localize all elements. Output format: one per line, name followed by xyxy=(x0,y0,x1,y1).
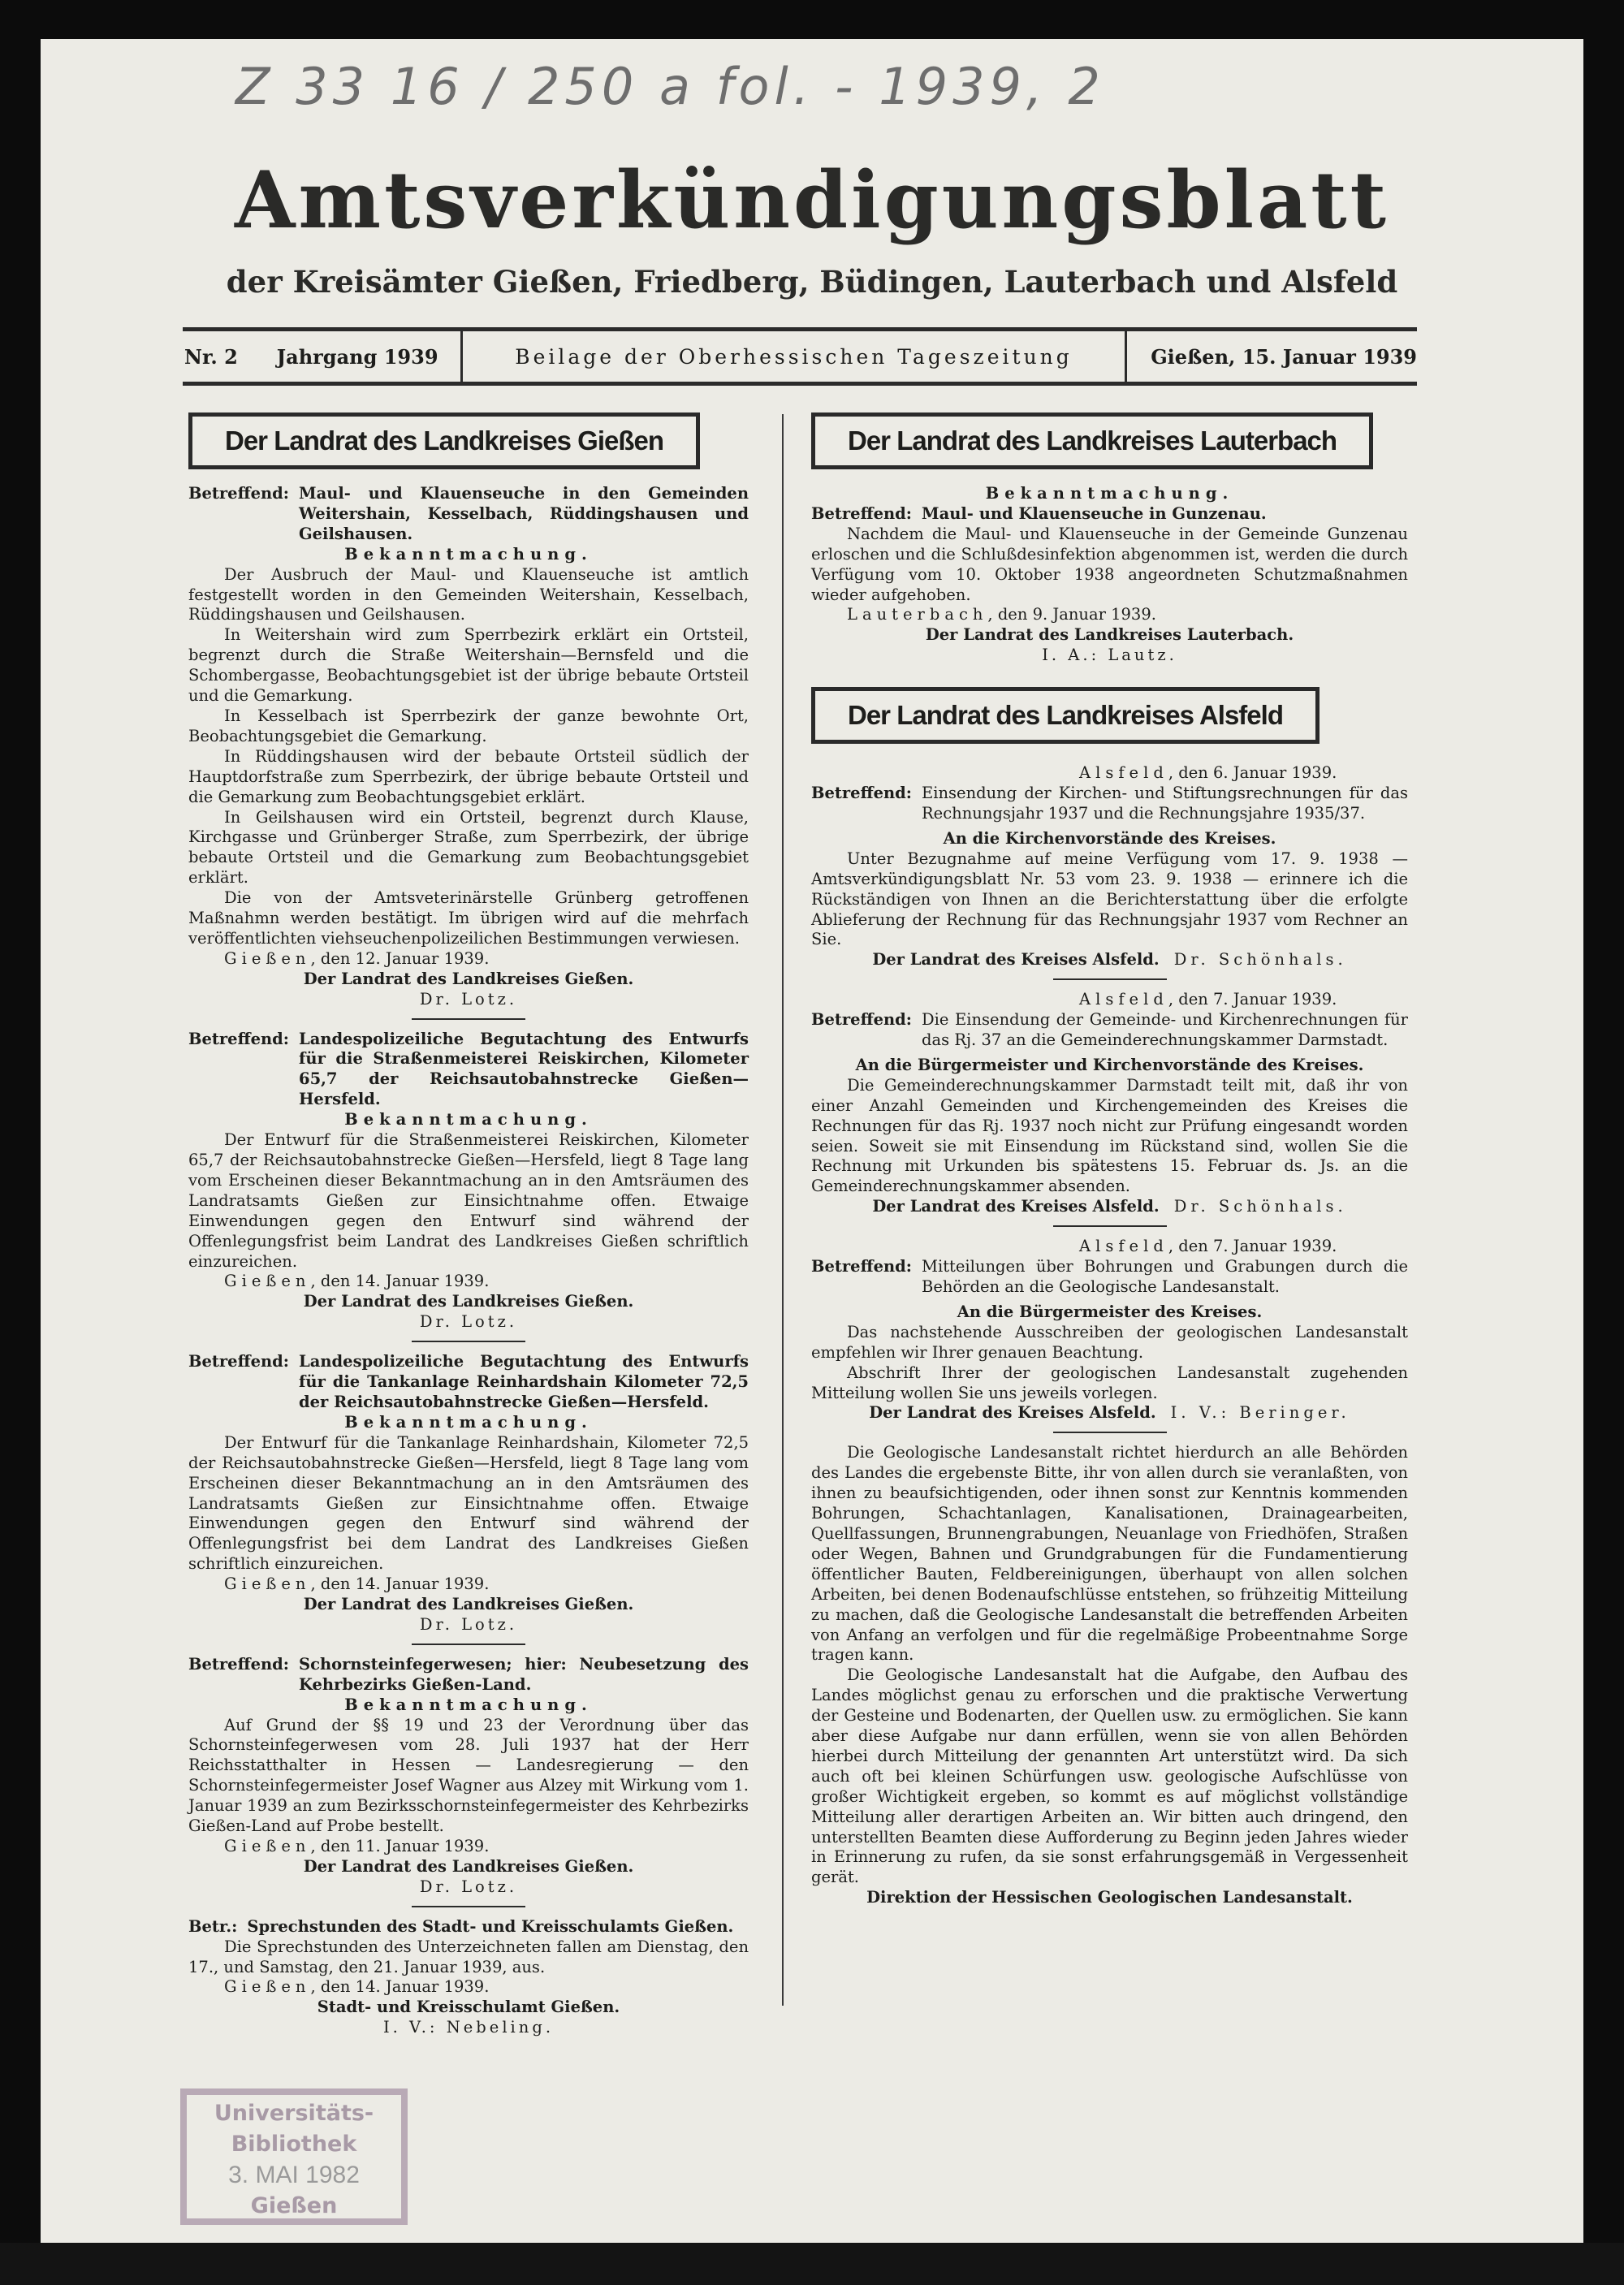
paragraph: Die Geologische Landesanstalt hat die Aufgabe, den Aufbau des Landes möglichst genau zu erforschen und die praktische Verwertung der Gesteine und Bodenarten, der Quellen usw. zu ermöglichen. Sie kann aber diese Aufgabe nur dann erfüllen, wenn sie von allen Behörden hierbei durch Mitteilung der genannten Art unterstützt wird. Da sich auch oft bei kleinen Schürfungen usw. geologische Aufschlüsse von großer Wichtigkeit ergeben, so kommt es auf möglichst vollständige Mitteilung aller derartigen Arbeiten an. Wir bitten auch dringend, den unterstellten Beamten diese Aufforderung zu Beginn jeden Jahres wieder in Erinnerung zu rufen, da sie sonst erfahrungsgemäß in Vergessenheit gerät. xyxy=(811,1665,1408,1887)
section-box-wrap xyxy=(811,413,1408,484)
subject-label: Betreffend: xyxy=(811,1257,912,1276)
signature-name: Dr. Schönhals. xyxy=(1173,1197,1347,1216)
date-text: , den 14. Januar 1939. xyxy=(310,1574,490,1594)
subject-label: Betreffend: xyxy=(188,1029,289,1048)
signature-name: I. A.: Lautz. xyxy=(1042,646,1177,665)
subject-text: Sprechstunden des Stadt- und Kreisschulamts Gießen. xyxy=(247,1916,734,1936)
date-text: , den 7. Januar 1939. xyxy=(1168,990,1337,1009)
stamp-date: 3. MAI 1982 xyxy=(228,2162,360,2188)
masthead-title: Amtsverkündigungsblatt xyxy=(235,154,1389,246)
paragraph: Nachdem die Maul- und Klauenseuche in der Gemeinde Gunzenau erloschen und die Schlußdesinfektion abgenommen ist, werden die durch Verfügung vom 10. Oktober 1938 angeordneten Schutzmaßnahmen wieder aufgehoben. xyxy=(811,524,1408,604)
signature-authority: Der Landrat des Landkreises Gießen. xyxy=(303,969,634,988)
subject-text: Die Einsendung der Gemeinde- und Kirchenrechnungen für das Rj. 37 an die Gemeinderechnungskammer Darmstadt. xyxy=(922,1010,1408,1050)
subject-text: Maul- und Klauenseuche in Gunzenau. xyxy=(922,503,1267,523)
date-line xyxy=(811,990,1408,1010)
library-stamp xyxy=(180,2088,408,2225)
subject-line xyxy=(811,784,1408,824)
signature-authority: Der Landrat des Kreises Alsfeld. xyxy=(869,1403,1156,1423)
left-column xyxy=(188,413,749,2038)
addressee-line: An die Kirchenvorstände des Kreises. xyxy=(943,828,1276,848)
separator-rule xyxy=(412,1906,525,1907)
date-line xyxy=(188,1977,749,1998)
date-text: , den 12. Januar 1939. xyxy=(310,948,490,968)
supplement-note: Beilage der Oberhessischen Tageszeitung xyxy=(463,331,1127,382)
signature-name: Dr. Lotz. xyxy=(419,1614,518,1634)
paragraph: Die Sprechstunden des Unterzeichneten fallen am Dienstag, den 17., und Samstag, den 21. Januar 1939, aus. xyxy=(188,1937,749,1976)
signature-name: I. V.: Nebeling. xyxy=(382,2018,555,2037)
date-line xyxy=(811,1237,1408,1257)
subject-line xyxy=(188,1655,749,1695)
paragraph: Die Geologische Landesanstalt richtet hierdurch an alle Behörden des Landes die ergebenste Bitte, ihr von allen durch sie veranlaßten, von ihnen zu beaufsichtigenden, oder ihnen sonst zur Kenntnis kommenden Bohrungen, Schachtanlagen, Kanalisationen, Drainagearbeiten, Quellfassungen, Brunnengrabungen, Neuanlage von Friedhöfen, Straßen oder Wegen, Bahnen und Grundgrabungen für die Fundamentierung öffentlicher Bauten, Feldbereinigungen, überhaupt von allen solchen Arbeiten, bei denen Bodenaufschlüsse entstehen, so frühzeitig Mitteilung zu machen, daß die Geologische Landesanstalt die betreffenden Arbeiten von Anfang an verfolgen und für die regelmäßige Probeentnahme Sorge tragen kann. xyxy=(811,1443,1408,1665)
paragraph: Die Gemeinderechnungskammer Darmstadt teilt mit, daß ihr von einer Anzahl Gemeinden und Kirchengemeinden des Kreises die Rechnungen für das Rj. 1937 noch nicht zur Prüfung eingesandt worden seien. Soweit sie mit Einsendung im Rückstand sind, wollen Sie die Rechnung mit Urkunden bis spätestens 15. Februar ds. Js. an die Gemeinderechnungskammer absenden. xyxy=(811,1075,1408,1196)
date-place: Gießen xyxy=(224,1977,311,1997)
subject-text: Maul- und Klauenseuche in den Gemeinden Weitershain, Kesselbach, Rüddingshausen und Geilshausen. xyxy=(299,484,749,543)
date-text: , den 7. Januar 1939. xyxy=(1168,1237,1337,1256)
subject-line xyxy=(188,1352,749,1413)
section-box-wrap xyxy=(811,687,1408,758)
notice-heading: Bekanntmachung. xyxy=(344,1412,593,1432)
paragraph: In Rüddingshausen wird der bebaute Ortsteil südlich der Hauptdorfstraße zum Sperrbezirk, der übrige bebaute Ortsteil und die Gemarkung zum Beobachtungsgebiet erklärt. xyxy=(188,746,749,806)
section-header-box: Der Landrat des Landkreises Gießen xyxy=(188,413,700,469)
signature-authority: Der Landrat des Landkreises Gießen. xyxy=(303,1595,634,1614)
date-place: Alsfeld xyxy=(1079,1237,1168,1256)
paragraph: In Geilshausen wird ein Ortsteil, begrenzt durch Klause, Kirchgasse und Grünberger Straße, zum Sperrbezirk, der übrige bebaute Ortsteil und die Gemarkung zum Beobachtungsgebiet erklärt. xyxy=(188,807,749,888)
section-box-wrap xyxy=(188,413,749,484)
signature-authority: Der Landrat des Kreises Alsfeld. xyxy=(872,1197,1160,1216)
date-place: Lauterbach xyxy=(847,605,988,624)
addressee-line: An die Bürgermeister und Kirchenvorstände des Kreises. xyxy=(855,1055,1364,1074)
spacer xyxy=(811,666,1408,687)
subject-line xyxy=(188,484,749,545)
subject-line xyxy=(811,504,1408,525)
subject-line xyxy=(188,1030,749,1111)
paragraph: Der Ausbruch der Maul- und Klauenseuche ist amtlich festgestellt worden in den Gemeinden Weitershain, Kesselbach, Rüddingshausen und Geilshausen. xyxy=(188,564,749,624)
paragraph: Die von der Amtsveterinärstelle Grünberg getroffenen Maßnahmn werden bestätigt. Im übrigen wird auf die mehrfach veröffentlichten viehseuchenpolizeilichen Bestimmungen verwiesen. xyxy=(188,888,749,948)
date-place: Alsfeld xyxy=(1079,990,1168,1009)
section-header-box: Der Landrat des Landkreises Alsfeld xyxy=(811,687,1320,744)
notice-heading: Bekanntmachung. xyxy=(344,1110,593,1130)
date-text: , den 9. Januar 1939. xyxy=(987,605,1156,624)
date-text: , den 14. Januar 1939. xyxy=(310,1977,490,1997)
scan-border xyxy=(0,2243,1624,2285)
signature-authority: Der Landrat des Landkreises Lauterbach. xyxy=(925,625,1294,645)
signature-line xyxy=(811,950,1408,970)
issue-info-band xyxy=(183,327,1417,386)
subject-label: Betreffend: xyxy=(188,484,289,503)
paragraph: Abschrift Ihrer der geologischen Landesanstalt zugehenden Mitteilung wollen Sie uns jeweils vorlegen. xyxy=(811,1363,1408,1402)
paragraph: Der Entwurf für die Tankanlage Reinhardshain, Kilometer 72,5 der Reichsautobahnstrecke Gießen—Hersfeld, liegt 8 Tage lang vom Erscheinen dieser Bekanntmachung an in den Amtsräumen des Landratsamts Gießen zur Einsichtnahme offen. Etwaige Einwendungen gegen den Entwurf sind während der Offenlegungsfrist bei dem Landrat des Landkreises Gießen schriftlich einzureichen. xyxy=(188,1432,749,1574)
notice-heading: Bekanntmachung. xyxy=(985,484,1234,503)
section-header-box: Der Landrat des Landkreises Lauterbach xyxy=(811,413,1373,469)
signature-authority: Der Landrat des Landkreises Gießen. xyxy=(303,1856,634,1876)
paragraph: In Kesselbach ist Sperrbezirk der ganze bewohnte Ort, Beobachtungsgebiet die Gemarkung. xyxy=(188,706,749,745)
date-place: Gießen xyxy=(224,1837,311,1855)
signature-authority: Direktion der Hessischen Geologischen Landesanstalt. xyxy=(866,1888,1353,1907)
paragraph: Auf Grund der §§ 19 und 23 der Verordnung über das Schornsteinfegerwesen vom 28. Juli 1937 hat der Herr Reichsstatthalter in Hessen — Landesregierung — den Schornsteinfegermeister Josef Wagner aus Alzey mit Wirkung vom 1. Januar 1939 an zum Bezirksschornsteinfegermeister des Kehrbezirks Gießen-Land auf Probe bestellt. xyxy=(188,1715,749,1836)
subject-text: Einsendung der Kirchen- und Stiftungsrechnungen für das Rechnungsjahr 1937 und die Rechnungsjahre 1935/37. xyxy=(922,784,1408,823)
date-text: , den 14. Januar 1939. xyxy=(310,1272,490,1291)
handwritten-archive-note: Z 33 16 / 250 a fol. - 1939, 2 xyxy=(235,57,1105,116)
notice-heading: Bekanntmachung. xyxy=(344,544,593,564)
separator-rule xyxy=(1053,1225,1167,1227)
signature-line xyxy=(811,1403,1408,1423)
date-text: , den 6. Januar 1939. xyxy=(1168,763,1337,783)
paragraph: Das nachstehende Ausschreiben der geologischen Landesanstalt empfehlen wir Ihrer genauen Beachtung. xyxy=(811,1322,1408,1362)
masthead-subtitle: der Kreisämter Gießen, Friedberg, Büdingen, Lauterbach und Alsfeld xyxy=(226,264,1398,300)
column-divider xyxy=(782,414,784,2006)
addressee-line: An die Bürgermeister des Kreises. xyxy=(957,1302,1263,1321)
subject-label: Betreffend: xyxy=(811,503,912,523)
stamp-city: Gießen xyxy=(250,2193,338,2218)
subject-label: Betreffend: xyxy=(811,1010,912,1030)
date-line xyxy=(188,1574,749,1595)
signature-authority: Der Landrat des Kreises Alsfeld. xyxy=(872,950,1160,970)
volume-year: Jahrgang 1939 xyxy=(276,344,438,369)
separator-rule xyxy=(412,1018,525,1020)
signature-authority: Der Landrat des Landkreises Gießen. xyxy=(303,1292,634,1311)
separator-rule xyxy=(1053,978,1167,980)
stamp-line2: Bibliothek xyxy=(231,2132,357,2157)
separator-rule xyxy=(412,1644,525,1645)
subject-text: Mitteilungen über Bohrungen und Grabungen durch die Behörden an die Geologische Landesanstalt. xyxy=(922,1257,1408,1296)
subject-line xyxy=(188,1917,749,1937)
subject-line xyxy=(811,1010,1408,1051)
right-column xyxy=(811,413,1408,1908)
date-line xyxy=(188,949,749,970)
stamp-line1: Universitäts- xyxy=(214,2101,374,2126)
subject-text: Schornsteinfegerwesen; hier: Neubesetzung des Kehrbezirks Gießen-Land. xyxy=(299,1654,749,1694)
date-place: Alsfeld xyxy=(1079,763,1168,783)
signature-name: I. V.: Beringer. xyxy=(1170,1403,1350,1423)
subject-text: Landespolizeiliche Begutachtung des Entwurfs für die Straßenmeisterei Reiskirchen, Kilometer 65,7 der Reichsautobahnstrecke Gießen—Hersfeld. xyxy=(299,1029,749,1109)
issue-number: Nr. 2 xyxy=(184,344,238,369)
separator-rule xyxy=(412,1341,525,1342)
separator-rule xyxy=(1053,1432,1167,1433)
paragraph: Unter Bezugnahme auf meine Verfügung vom 17. 9. 1938 — Amtsverkündigungsblatt Nr. 53 vom 23. 9. 1938 — erinnere ich die Rückständigen von Ihnen an die Berichterstattung über die erfolgte Ablieferung der Rechnung für das Rechnungsjahr 1937 vom Rechner an Sie. xyxy=(811,849,1408,949)
date-place: Gießen xyxy=(224,1272,311,1291)
date-place: Gießen xyxy=(224,1574,311,1594)
subject-label: Betreffend: xyxy=(811,784,912,803)
date-line xyxy=(188,1272,749,1292)
date-line xyxy=(188,1837,749,1857)
subject-label: Betr.: xyxy=(188,1916,238,1936)
issue-cell xyxy=(183,331,463,382)
date-line xyxy=(811,763,1408,784)
date-line xyxy=(811,605,1408,625)
signature-name: Dr. Schönhals. xyxy=(1173,950,1347,970)
signature-name: Dr. Lotz. xyxy=(419,1312,518,1332)
notice-heading: Bekanntmachung. xyxy=(344,1695,593,1714)
signature-name: Dr. Lotz. xyxy=(419,989,518,1009)
subject-label: Betreffend: xyxy=(188,1352,289,1371)
subject-line xyxy=(811,1257,1408,1298)
issue-dateline: Gießen, 15. Januar 1939 xyxy=(1151,344,1417,369)
subject-label: Betreffend: xyxy=(188,1654,289,1674)
signature-authority: Stadt- und Kreisschulamt Gießen. xyxy=(317,1998,620,2017)
paragraph: In Weitershain wird zum Sperrbezirk erklärt ein Ortsteil, begrenzt durch die Straße Weitershain—Bernsfeld und die Schombergasse, Beobachtungsgebiet ist der übrige bebaute Ortsteil und die Gemarkung. xyxy=(188,625,749,706)
subject-text: Landespolizeiliche Begutachtung des Entwurfs für die Tankanlage Reinhardshain Kilometer 72,5 der Reichsautobahnstrecke Gießen—Hersfeld. xyxy=(299,1352,749,1411)
signature-line xyxy=(811,1197,1408,1217)
paragraph: Der Entwurf für die Straßenmeisterei Reiskirchen, Kilometer 65,7 der Reichsautobahnstrecke Gießen—Hersfeld, liegt 8 Tage lang vom Erscheinen dieser Bekanntmachung an in den Amtsräumen des Landratsamts Gießen zur Einsichtnahme offen. Etwaige Einwendungen gegen den Entwurf sind während der Offenlegungsfrist beim Landrat des Landkreises Gießen schriftlich einzureichen. xyxy=(188,1130,749,1271)
date-text: , den 11. Januar 1939. xyxy=(310,1837,490,1855)
date-place: Gießen xyxy=(224,948,311,968)
signature-name: Dr. Lotz. xyxy=(419,1877,518,1896)
